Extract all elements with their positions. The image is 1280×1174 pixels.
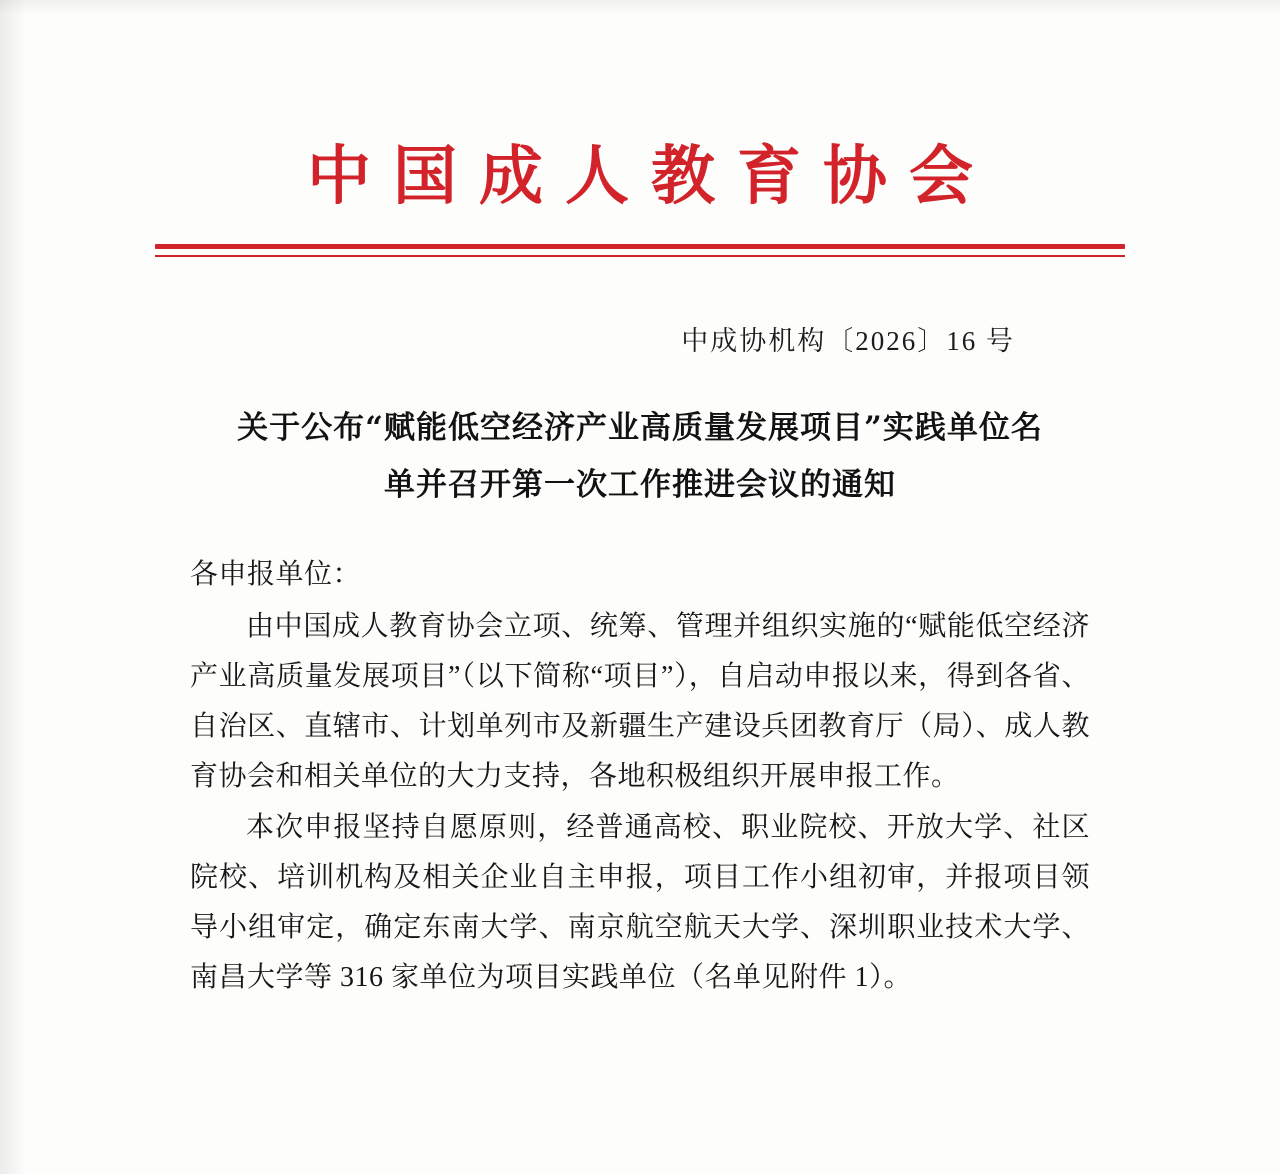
letterhead-rule-group (155, 244, 1125, 257)
page-title (190, 400, 1090, 515)
document-paragraph-2: 本次申报坚持自愿原则，经普通高校、职业院校、开放大学、社区院校、培训机构及相关企业自主申报，项目工作小组初审，并报项目领导小组审定，确定东南大学、南京航空航天大学、深圳职业技术大学、南昌大学等 316 家单位为项目实践单位（名单见附件 1）。 (190, 812, 1090, 993)
document-title-line-2: 单并召开第一次工作推进会议的通知 (384, 466, 896, 503)
letterhead (0, 0, 1280, 257)
document-title-line-1: 关于公布“赋能低空经济产业高质量发展项目”实践单位名 (237, 409, 1043, 446)
letterhead-organization-name: 中国成人教育协会 (307, 139, 995, 214)
document-number: 中成协机构〔2026〕16 号 (681, 325, 1015, 356)
document-salutation: 各申报单位： (190, 559, 362, 591)
document-body (190, 550, 1090, 1002)
document-paragraph-1: 由中国成人教育协会立项、统筹、管理并组织实施的“赋能低空经济产业高质量发展项目”（以下简称“项目”），自启动申报以来，得到各省、自治区、直辖市、计划单列市及新疆生产建设兵团教育厅（局）、成人教育协会和相关单位的大力支持，各地积极组织开展申报工作。 (190, 611, 1090, 792)
letterhead-rule-thick (155, 244, 1125, 249)
letterhead-rule-thin (155, 255, 1125, 257)
